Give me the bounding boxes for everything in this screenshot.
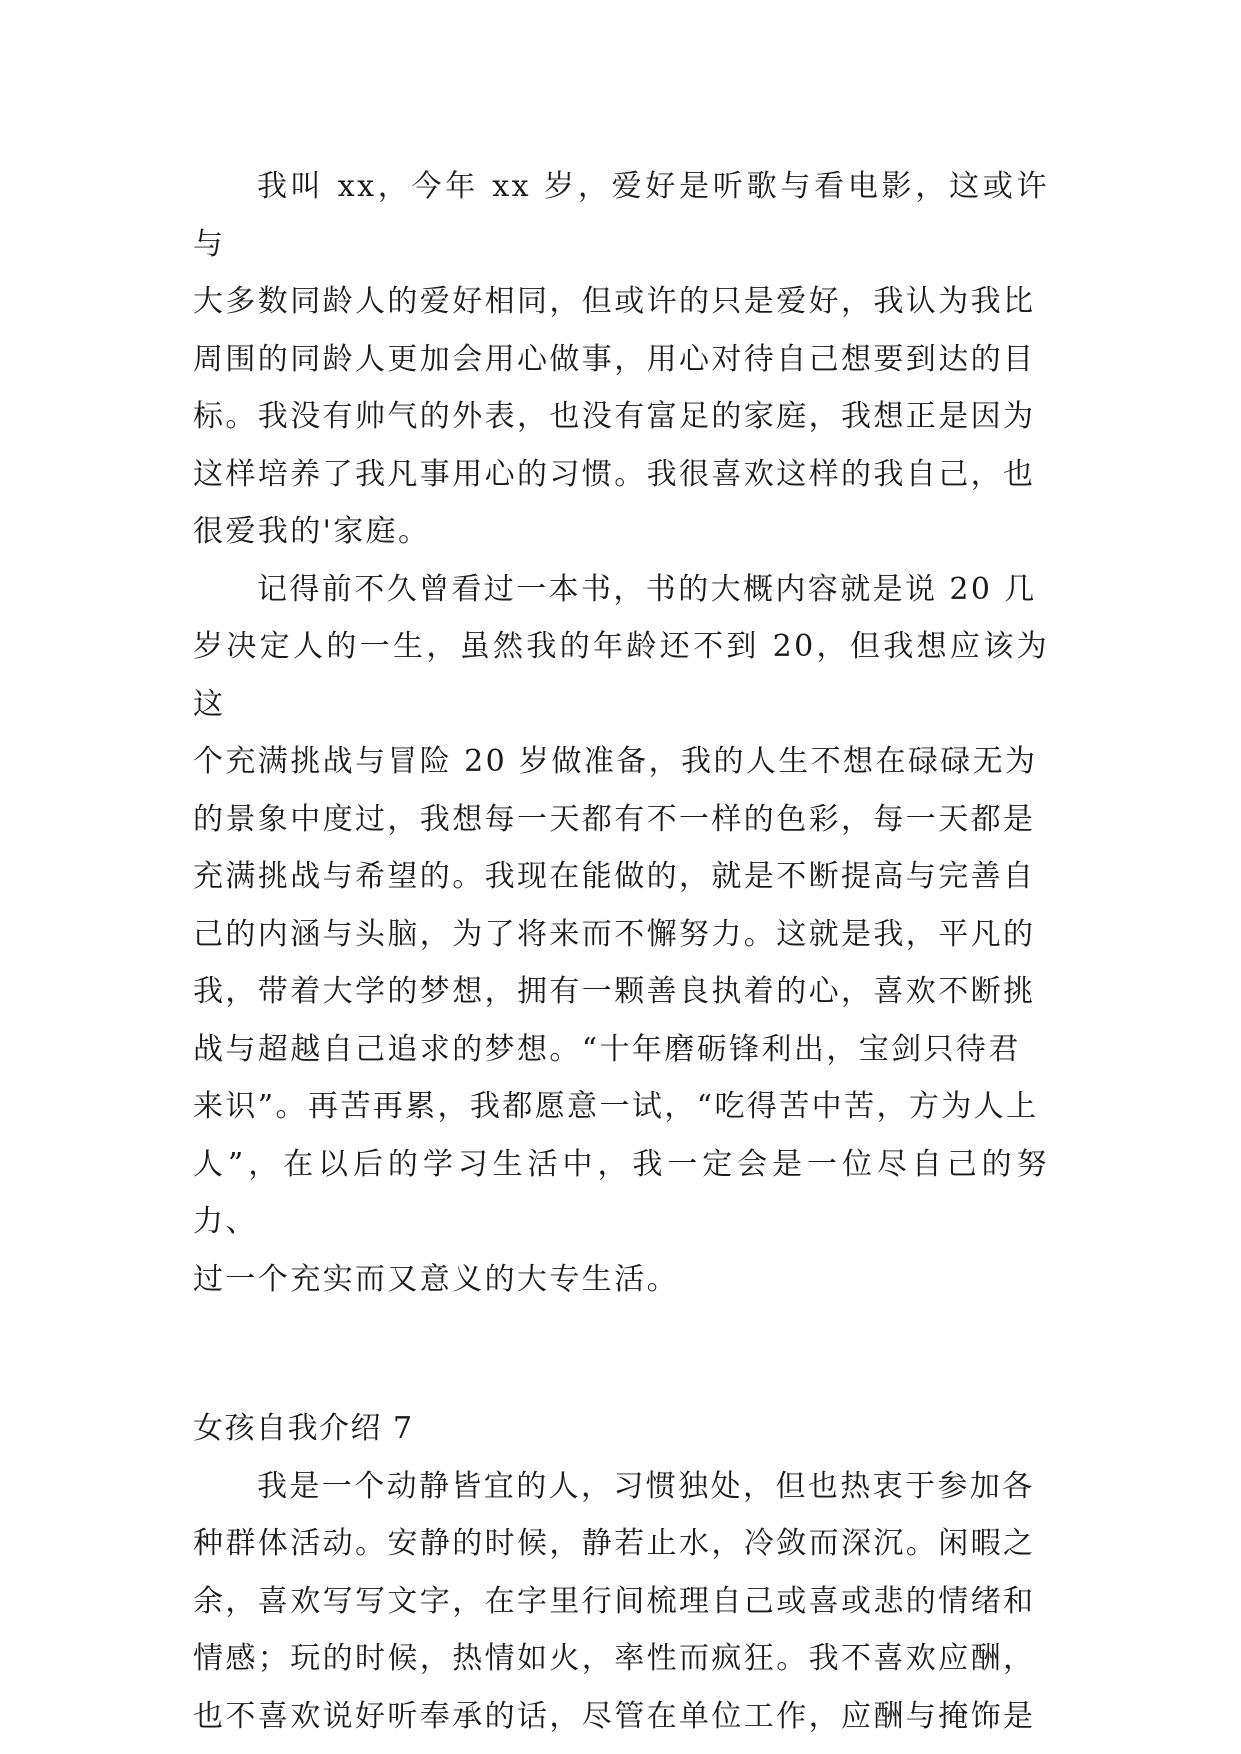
paragraph-intro: 我叫 xx，今年 xx 岁，爱好是听歌与看电影，这或许与 大多数同龄人的爱好相同，但或许的只是爱好，我认为我比 周围的同龄人更加会用心做事，用心对待自己想要到达的目 标。我没有帅气的外表，也没有富足的家庭，我想正是因为 这样培养了我凡事用心的习惯。我很喜欢这样的我自己，也 很爱我的'家庭。 (193, 169, 1049, 549)
paragraph-book: 记得前不久曾看过一本书，书的大概内容就是说 20 几 岁决定人的一生，虽然我的年龄还不到 20，但我想应该为这 个充满挑战与冒险 20 岁做准备，我的人生不想在碌碌无为 的景象中度过，我想每一天都有不一样的色彩，每一天都是 充满挑战与希望的。我现在能做的，就是不断提高与完善自 己的内涵与头脑，为了将来而不懈努力。这就是我，平凡的 我，带着大学的梦想，拥有一颗善良执着的心，喜欢不断挑 战与超越自己追求的梦想。“十年磨砺锋利出，宝剑只待君 来识”。再苦再累，我都愿意一试，“吃得苦中苦，方为人上 人”，在以后的学习生活中，我一定会是一位尽自己的努力、 过一个充实而又意义的大专生活。 (193, 571, 1049, 1297)
section-heading: 女孩自我介绍 7 (193, 1411, 414, 1446)
document-body (193, 158, 1049, 1745)
paragraph-section-7: 我是一个动静皆宜的人，习惯独处，但也热衷于参加各 种群体活动。安静的时候，静若止水，冷敛而深沉。闲暇之 余，喜欢写写文字，在字里行间梳理自己或喜或悲的情绪和 情感；玩的时候，热情如火，率性而疯狂。我不喜欢应酬， 也不喜欢说好听奉承的话，尽管在单位工作，应酬与掩饰是 (193, 1468, 1036, 1734)
